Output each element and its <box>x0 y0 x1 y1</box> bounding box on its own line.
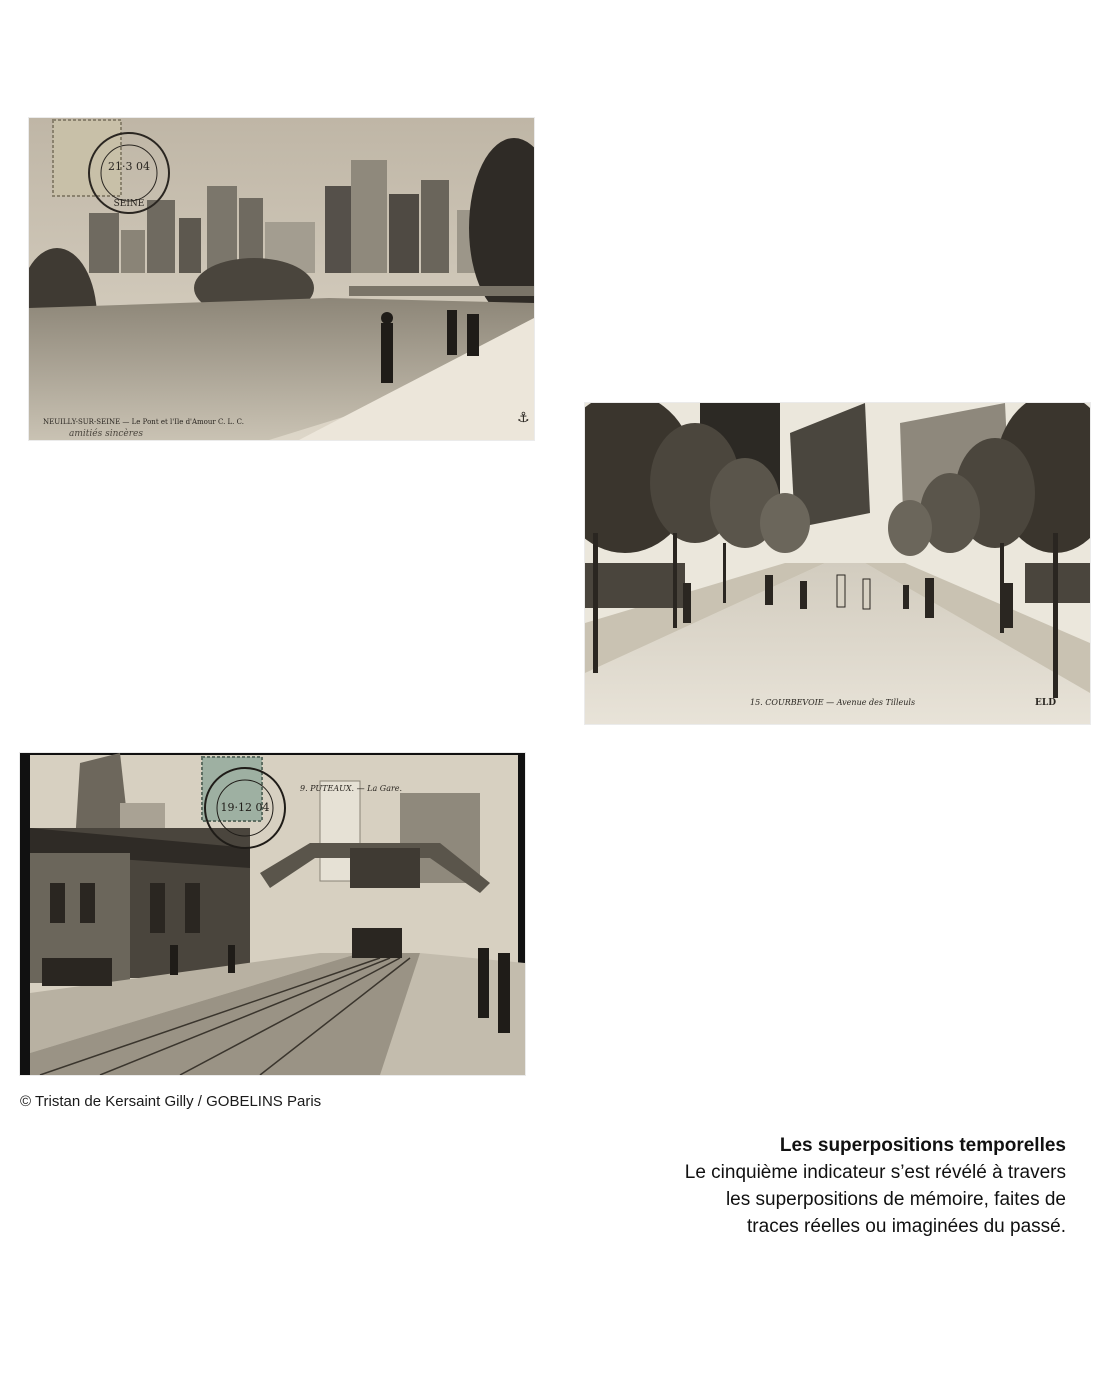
caption-body <box>606 1159 1066 1240</box>
caption-line: traces réelles ou imaginées du passé. <box>747 1216 1066 1237</box>
anchor-icon: ⚓ <box>517 410 530 426</box>
postmark-date-1: 21·3 04 <box>108 160 150 173</box>
postcard-neuilly-image <box>29 118 534 440</box>
caption-block <box>606 1132 1066 1240</box>
caption-line: les superpositions de mémoire, faites de <box>725 1189 1066 1210</box>
postcard-caption-2: 15. COURBEVOIE — Avenue des Tilleuls <box>750 698 916 707</box>
photo-credit: © Tristan de Kersaint Gilly / GOBELINS Paris <box>20 1093 322 1110</box>
caption-line: Le cinquième indicateur s’est révélé à travers <box>684 1162 1066 1183</box>
postcard-caption-1: NEUILLY-SUR-SEINE — Le Pont et l'Ile d'Amour C. L. C. <box>43 418 244 426</box>
postcard-neuilly <box>29 118 534 440</box>
postcard-puteaux-image <box>20 753 525 1075</box>
postmark-date-3: 19·12 04 <box>220 801 270 814</box>
postcard-caption-3: 9. PUTEAUX. — La Gare. <box>300 784 403 793</box>
caption-title: Les superpositions temporelles <box>779 1135 1066 1156</box>
publisher-mark: ELD <box>1035 698 1056 708</box>
postcard-puteaux <box>20 753 525 1075</box>
postcard-handwriting-1: amitiés sincères <box>69 429 143 439</box>
postmark-place-1: SEINE <box>113 199 145 209</box>
postcard-courbevoie-image <box>585 403 1090 724</box>
postcard-courbevoie <box>585 403 1090 724</box>
